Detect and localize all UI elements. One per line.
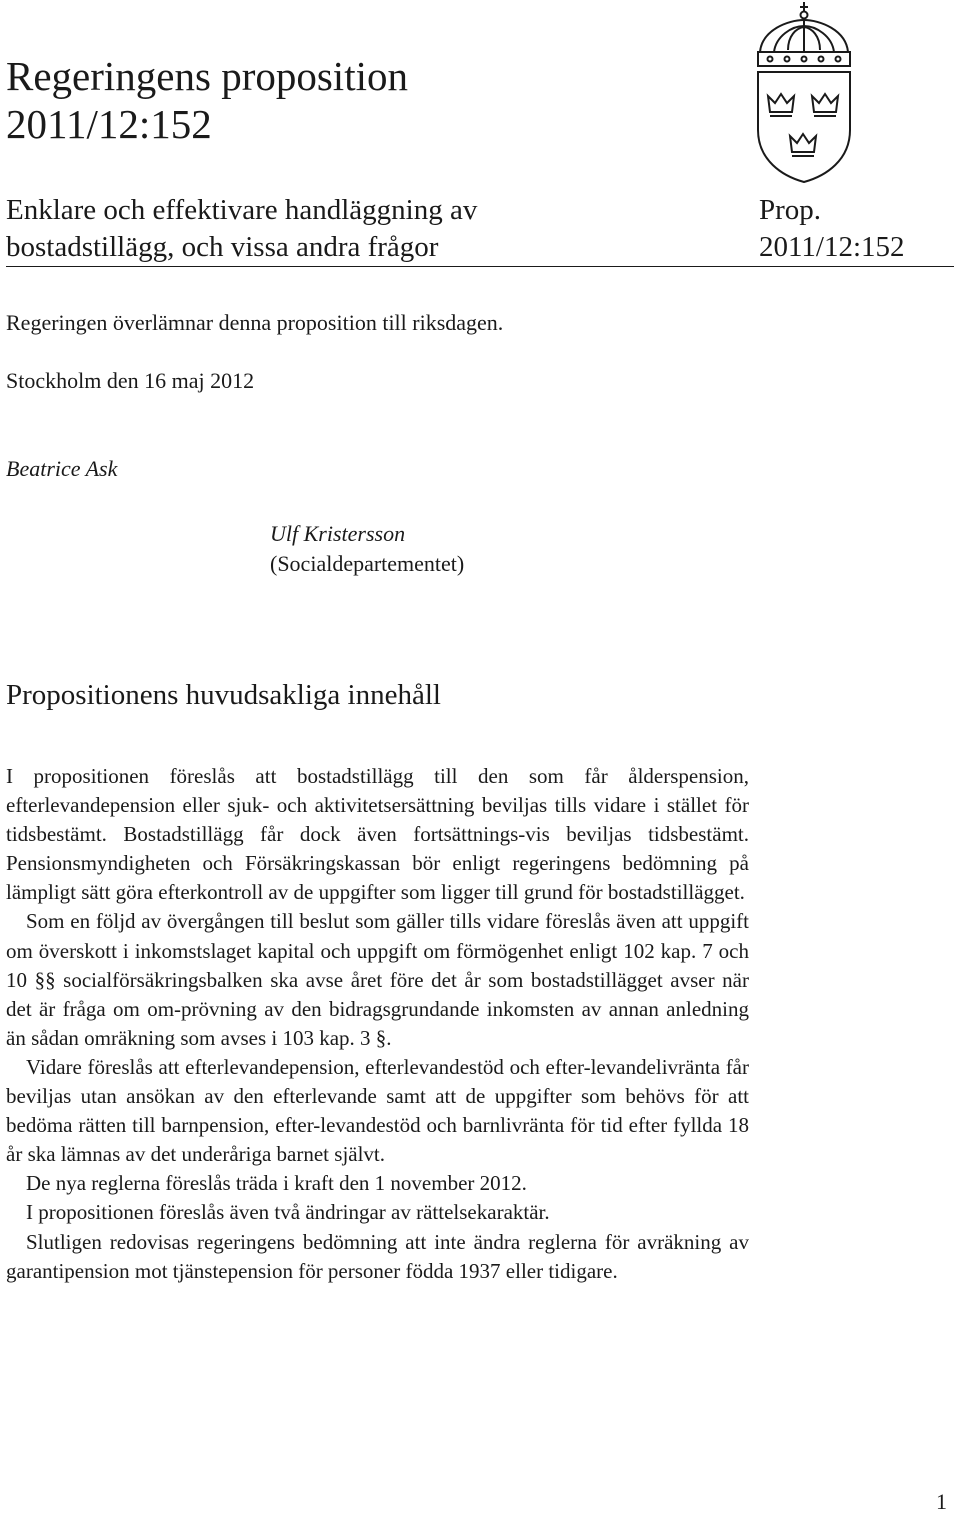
paragraph: Vidare föreslås att efterlevandepension, efterlevandestöd och efter-levandelivränta får beviljas utan ansökan av den efterlevande samt att de uppgifter som behövs för att bedöma rätten till barnpension, efter-levandestöd och barnlivränta för tid efter fyllda 18 år ska lämnas av det underåriga barnet självt. — [6, 1054, 749, 1167]
signatory-1: Beatrice Ask — [6, 456, 118, 481]
paragraph: De nya reglerna föreslås träda i kraft den 1 november 2012. — [26, 1171, 527, 1196]
header-rule — [6, 266, 954, 267]
proposition-subtitle: Enklare och effektivare handläggning av bostadstillägg, och vissa andra frågor — [6, 194, 478, 263]
signatory-2: Ulf Kristersson — [270, 521, 406, 546]
title-line-1: Regeringens proposition — [6, 53, 408, 99]
three-crowns-crest-icon — [748, 0, 860, 184]
intro-statement: Regeringen överlämnar denna proposition till riksdagen. — [6, 310, 504, 335]
department: (Socialdepartementet) — [270, 551, 465, 576]
page-number: 1 — [936, 1489, 947, 1514]
summary-body — [6, 762, 749, 1286]
paragraph: Slutligen redovisas regeringens bedömning att inte ändra reglerna för avräkning av garantipension mot tjänstepension för personer födda 1937 eller tidigare. — [6, 1229, 749, 1283]
section-heading: Propositionens huvudsakliga innehåll — [6, 679, 441, 711]
paragraph: I propositionen föreslås att bostadstillägg till den som får ålderspension, efterlevandepension eller sjuk- och aktivitetsersättning beviljas tills vidare i stället för tidsbestämt. Bostadstillägg får dock även fortsättnings-vis beviljas tidsbestämt. Pensionsmyndigheten och Försäkringskassan bör enligt regeringens bedömning på lämpligt sätt göra efterkontroll av de uppgifter som ligger till grund för bostadstillägget. — [6, 764, 749, 905]
paragraph: I propositionen föreslås även två ändringar av rättelsekaraktär. — [26, 1200, 550, 1225]
paragraph: Som en följd av övergången till beslut som gäller tills vidare föreslås även att uppgift om överskott i inkomstslaget kapital och uppgift om förmögenhet enligt 102 kap. 7 och 10 §§ socialförsäkringsbalken ska avse året före det år som bostadstillägget avser när det är fråga om om-prövning av den bidragsgrundande inkomsten av annan anledning än sådan omräkning som avses i 103 kap. 3 §. — [6, 909, 749, 1050]
place-and-date: Stockholm den 16 maj 2012 — [6, 368, 255, 393]
proposition-reference: Prop. 2011/12:152 — [759, 194, 905, 263]
title-line-2: 2011/12:152 — [6, 101, 212, 147]
